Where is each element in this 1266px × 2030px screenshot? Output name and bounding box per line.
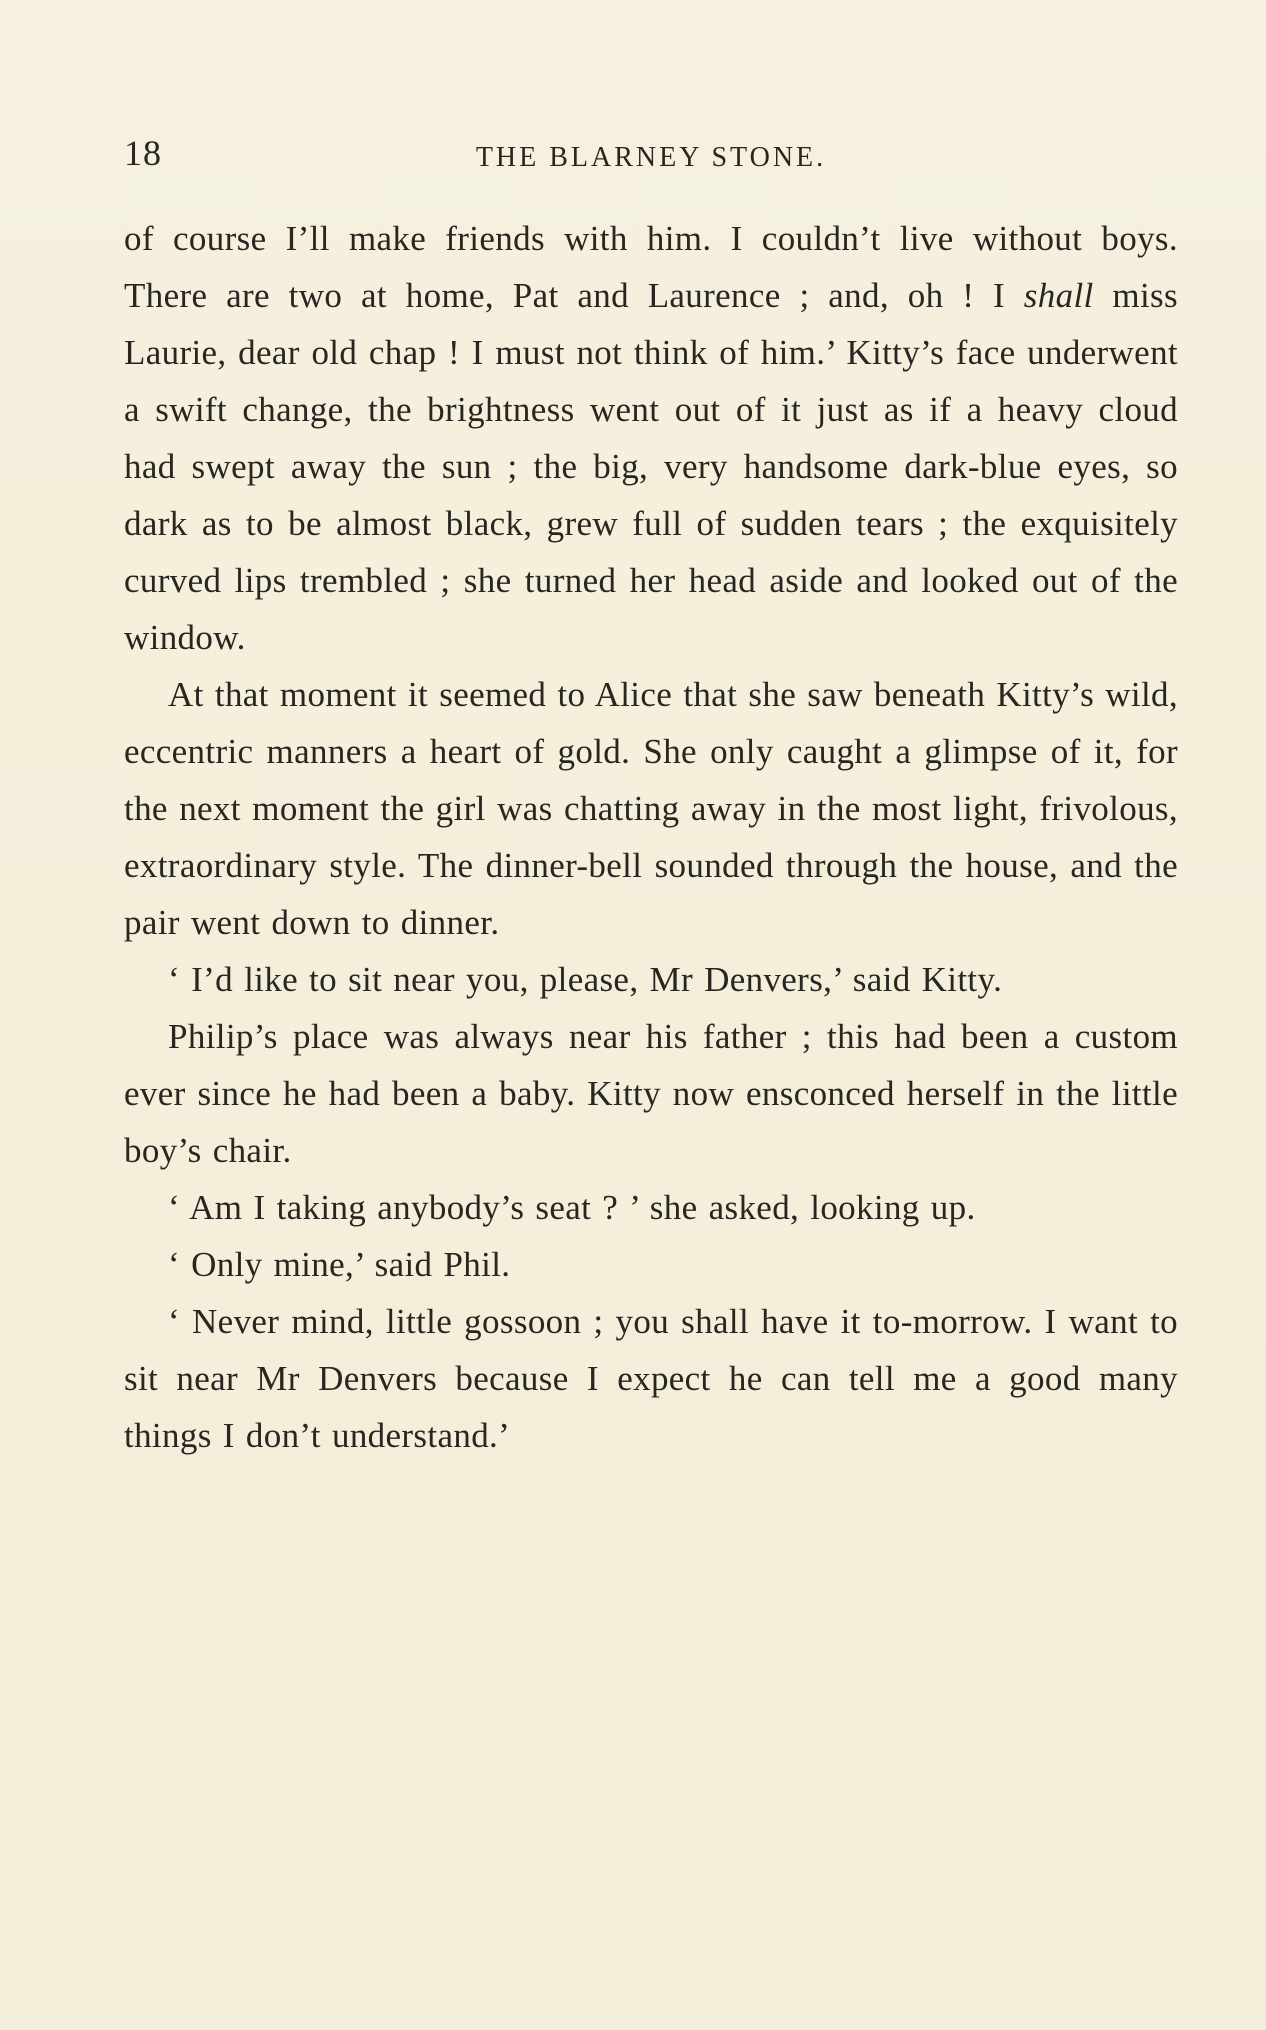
paragraph-7: ‘ Never mind, little gossoon ; you shall have it to-morrow. I want to sit near Mr Denvers because I expect he can tell me a good many things I don’t understand.’	[124, 1302, 1178, 1455]
paragraph-1-text-before: of course I’ll make friends with him. I couldn’t live without boys. There are two at home, Pat and Laurence ; and, oh ! I	[124, 219, 1178, 315]
paragraph-6: ‘ Only mine,’ said Phil.	[168, 1245, 511, 1284]
paragraph-5: ‘ Am I taking anybody’s seat ? ’ she asked, looking up.	[168, 1188, 976, 1227]
page-number: 18	[124, 133, 162, 173]
paragraph-1-text-after: miss Laurie, dear old chap ! I must not think of him.’ Kitty’s face underwent a swift change, the brightness went out of it just as if a heavy cloud had swept away the sun ; the big, very handsome dark-blue eyes, so dark as to be almost black, grew full of sudden tears ; the exquisitely curved lips trembled ; she turned her head aside and looked out of the window.	[124, 276, 1178, 657]
paragraph-4: Philip’s place was always near his father ; this had been a custom ever since he had been a baby. Kitty now ensconced herself in the little boy’s chair.	[124, 1017, 1178, 1170]
paragraph-2: At that moment it seemed to Alice that she saw beneath Kitty’s wild, eccentric manners a heart of gold. She only caught a glimpse of it, for the next moment the girl was chatting away in the most light, frivolous, extraordinary style. The dinner-bell sounded through the house, and the pair went down to dinner.	[124, 675, 1178, 942]
running-title: THE BLARNEY STONE.	[475, 142, 827, 173]
paragraph-1	[124, 210, 1178, 666]
paragraph-1-emphasis: shall	[1023, 276, 1094, 315]
page-header	[124, 132, 1178, 182]
body-text	[124, 210, 1178, 1464]
paragraph-3: ‘ I’d like to sit near you, please, Mr Denvers,’ said Kitty.	[168, 960, 1003, 999]
